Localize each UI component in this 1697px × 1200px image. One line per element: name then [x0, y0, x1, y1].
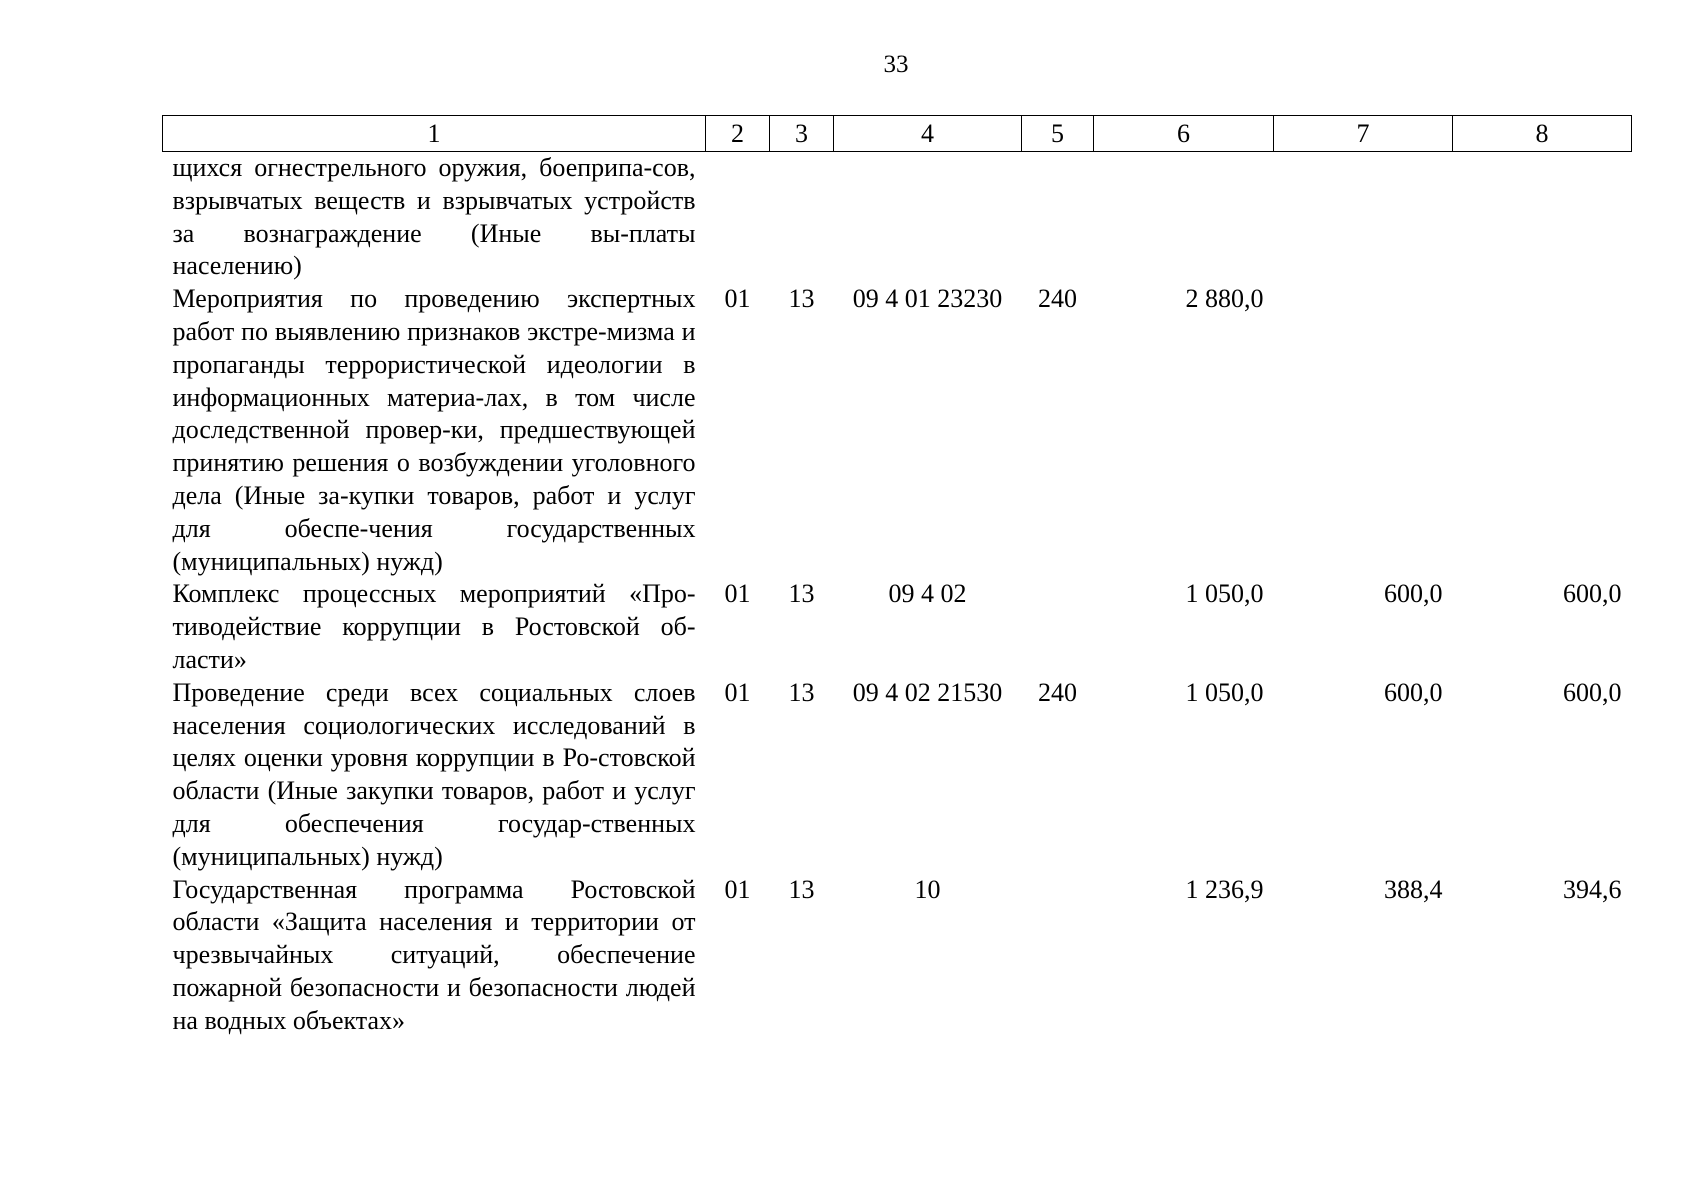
row-expense-type — [1022, 578, 1094, 676]
row-expense-type — [1022, 152, 1094, 284]
row-value-6: 1 236,9 — [1185, 874, 1264, 904]
row-value-8: 600,0 — [1563, 677, 1622, 707]
column-header-6: 6 — [1094, 116, 1274, 152]
row-value-6: 2 880,0 — [1185, 284, 1264, 314]
table-row — [163, 152, 1632, 284]
column-header-8: 8 — [1453, 116, 1632, 152]
column-header-1: 1 — [163, 116, 706, 152]
row-value-6 — [1094, 152, 1274, 284]
row-value-8 — [1453, 283, 1632, 578]
row-value-6: 1 050,0 — [1185, 579, 1264, 609]
row-section: 01 — [724, 677, 751, 707]
row-section: 01 — [724, 284, 751, 314]
row-name: Государственная программа Ростовской области «Защита населения и территории от чрезвычайных ситуаций, обеспечение пожарной безопасности и безопасности людей на водных объектах» — [172, 874, 696, 1035]
row-expense-type: 240 — [1038, 677, 1077, 707]
row-name: Мероприятия по проведению экспертных работ по выявлению признаков экстре-мизма и пропаганды террористической идеологии в информационных материа-лах, в том числе доследственной провер-ки, предшествующей принятию решения о возбуждении уголовного дела (Иные за-купки товаров, работ и услуг для обеспе-чения государственных (муниципальных) нужд) — [172, 284, 696, 576]
row-target-article — [834, 152, 1022, 284]
row-value-7 — [1274, 152, 1453, 284]
row-subsection: 13 — [788, 677, 815, 707]
row-subsection: 13 — [788, 579, 815, 609]
row-name: Проведение среди всех социальных слоев населения социологических исследований в целях оценки уровня коррупции в Ро-стовской области (Иные закупки товаров, работ и услуг для обеспечения государ-ственных (муниципальных) нужд) — [172, 677, 696, 871]
column-header-4: 4 — [834, 116, 1022, 152]
column-header-2: 2 — [706, 116, 770, 152]
row-subsection: 13 — [788, 874, 815, 904]
table-row — [163, 578, 1632, 676]
row-value-8 — [1453, 152, 1632, 284]
page-number: 33 — [883, 51, 909, 78]
row-target-article: 10 — [914, 874, 941, 904]
column-header-5: 5 — [1022, 116, 1094, 152]
row-expense-type — [1022, 874, 1094, 1038]
row-value-7: 388,4 — [1384, 874, 1443, 904]
row-name: Комплекс процессных мероприятий «Про-тиводействие коррупции в Ростовской об-ласти» — [172, 579, 696, 674]
row-value-8: 394,6 — [1563, 874, 1622, 904]
column-header-3: 3 — [770, 116, 834, 152]
row-target-article: 09 4 02 — [888, 579, 967, 609]
row-value-7 — [1274, 283, 1453, 578]
row-section — [706, 152, 770, 284]
table-header-row — [163, 116, 1632, 152]
row-section: 01 — [724, 579, 751, 609]
row-name: щихся огнестрельного оружия, боеприпа-сов, взрывчатых веществ и взрывчатых устройств за вознаграждение (Иные вы-платы населению) — [172, 153, 696, 281]
table-row — [163, 283, 1632, 578]
row-section: 01 — [724, 874, 751, 904]
table-row — [163, 874, 1632, 1038]
row-value-8: 600,0 — [1563, 579, 1622, 609]
row-value-7: 600,0 — [1384, 677, 1443, 707]
row-value-7: 600,0 — [1384, 579, 1443, 609]
row-target-article: 09 4 01 23230 — [852, 284, 1003, 314]
table-row — [163, 677, 1632, 874]
row-value-6: 1 050,0 — [1185, 677, 1264, 707]
row-expense-type: 240 — [1038, 284, 1077, 314]
row-subsection — [770, 152, 834, 284]
column-header-7: 7 — [1274, 116, 1453, 152]
row-target-article: 09 4 02 21530 — [852, 677, 1003, 707]
row-subsection: 13 — [788, 284, 815, 314]
budget-table — [162, 115, 1632, 1038]
